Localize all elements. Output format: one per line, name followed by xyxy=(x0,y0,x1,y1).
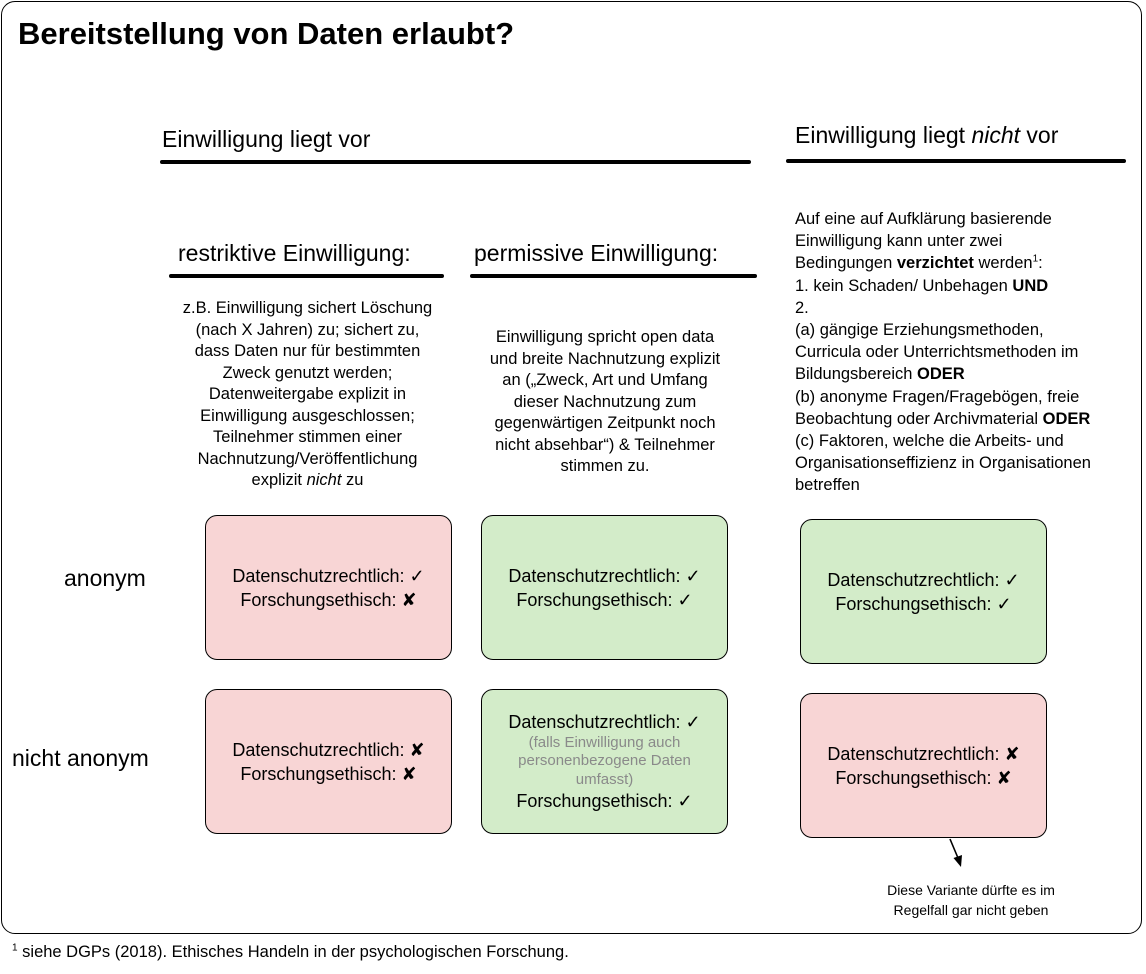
footnote-marker: 1 xyxy=(1032,253,1039,265)
cell-note: (falls Einwilligung auch personenbezogene Daten umfasst) xyxy=(518,733,691,788)
row-label-nicht-anonym: nicht anonym xyxy=(12,745,149,771)
permissive-description: Einwilligung spricht open data und breite Nachnutzung explizit an („Zweck, Art und Umfang dieser Nachnutzung zum gegenwärtigen Zeitpunkt noch nicht absehbar“) & Teilnehmer stimmen zu. xyxy=(489,328,721,475)
cell-no-consent-anonym: Datenschutzrechtlich: ✓ Forschungsethisch: ✓ xyxy=(800,519,1047,664)
page-title: Bereitstellung von Daten erlaubt? xyxy=(18,16,515,51)
rule-restrictive xyxy=(169,274,444,278)
heading-consent: Einwilligung liegt vor xyxy=(162,126,371,152)
footnote: $^1$ siehe DGPs (2018). Ethisches Handeln in der psychologischen Forschung. xyxy=(12,942,569,961)
rule-no-consent xyxy=(786,159,1126,163)
cell-no-consent-nicht-anonym: Datenschutzrechtlich: ✘ Forschungsethisch: ✘ xyxy=(800,693,1047,838)
caption: Diese Variante dürfte es im Regelfall gar nicht geben xyxy=(887,882,1055,918)
no-consent-conditions: Auf eine auf Aufklärung basierende Einwilligung kann unter zwei Bedingungen verzichtet werden$^1$: 1. kein Schaden/ Unbehagen UND 2. (a) gängige Erziehungsmethoden, Curricula oder Unterrichtsmethoden im Bildungsbereich ODER (b) anonyme Fragen/Fragebögen, freie Beobachtung oder Archivmaterial ODER (c) Faktoren, welche die Arbeits- und Organisationseffizienz in Organisationen betreffen xyxy=(795,210,1091,495)
cell-permissive-anonym: Datenschutzrechtlich: ✓ Forschungsethisch: ✓ xyxy=(481,515,728,660)
heading-no-consent: Einwilligung liegt nicht vor xyxy=(795,122,1059,148)
cell-restrictive-nicht-anonym: Datenschutzrechtlich: ✘ Forschungsethisch: ✘ xyxy=(205,689,452,834)
heading-restrictive: restriktive Einwilligung: xyxy=(178,240,411,266)
arrow-icon xyxy=(940,836,970,872)
rule-consent xyxy=(160,160,751,164)
row-label-anonym: anonym xyxy=(64,565,146,591)
cell-permissive-nicht-anonym: Datenschutzrechtlich: ✓ (falls Einwilligung auch personenbezogene Daten umfasst) Forschungsethisch: ✓ xyxy=(481,689,728,834)
heading-permissive: permissive Einwilligung: xyxy=(474,240,719,266)
restrictive-description: z.B. Einwilligung sichert Löschung (nach X Jahren) zu; sichert zu, dass Daten nur für bestimmten Zweck genutzt werden; Datenweitergabe explizit in Einwilligung ausgeschlossen; Teilnehmer stimmen einer Nachnutzung/Veröffentlichung explizit nicht zu xyxy=(182,299,433,489)
rule-permissive xyxy=(470,274,757,278)
cell-restrictive-anonym: Datenschutzrechtlich: ✓ Forschungsethisch: ✘ xyxy=(205,515,452,660)
